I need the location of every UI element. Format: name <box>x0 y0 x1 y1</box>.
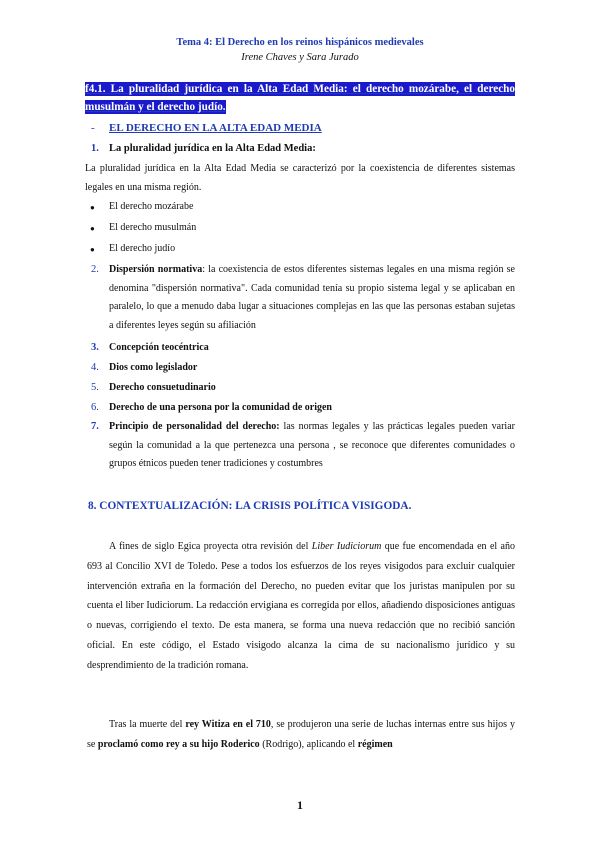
p2-bold-2: proclamó como rey a su hijo Roderico <box>97 738 260 750</box>
p1-text-a: A fines de siglo Egica proyecta otra revisión del <box>109 541 312 552</box>
item-2-text: : la coexistencia de estos diferentes sistemas legales en una misma región se denomina "dispersión normativa". Cada comunidad tenía su propio sistema legal y se aplicaban en paralelo, lo que a menudo daba lugar a situaciones complejas en las que las personas estaban sujetas a diferentes leyes según su afiliación <box>109 264 515 331</box>
p2-text-c: , se produjeron una serie de luchas internas entre sus hijos y se <box>87 719 515 750</box>
item-5-title: Derecho consuetudinario <box>109 382 216 393</box>
subheading: EL DERECHO EN LA ALTA EDAD MEDIA <box>109 122 322 134</box>
item-4-number: 4. <box>91 362 99 373</box>
context-heading: 8. CONTEXTUALIZACIÓN: LA CRISIS POLÍTICA VISIGODA. <box>88 500 412 512</box>
p1-text-b: que fue encomendada en el año 693 al Concilio XVI de Toledo. Pese a todos los esfuerzos de los reyes visigodos para excluir cualquier intervención extraña en la formación del Derecho, no pueden evitar que los juristas manipulen por su cuenta el liber Iudiciorum. La redacción ervigiana es corregida por ellos, añadiendo disposiciones antiguas o nuevas, corrigiendo el texto. De esta manera, se forma una nueva redacción que no recibió sanción oficial. En este código, el Estado visigodo alcanza la cima de su nacionalismo jurídico y su desprendimiento de la tradición romana. <box>87 541 515 671</box>
item-7 <box>109 418 515 474</box>
item-3-number: 3. <box>91 342 99 353</box>
bullet-icon: ● <box>90 203 95 212</box>
bullet-item-2: El derecho musulmán <box>109 222 197 233</box>
p2-bold-3: régimen <box>357 738 393 750</box>
item-2-number: 2. <box>91 264 99 275</box>
bullet-item-1: El derecho mozárabe <box>109 201 194 212</box>
bullet-icon: ● <box>90 224 95 233</box>
section-heading-text: f4.1. La pluralidad jurídica en la Alta Edad Media: el derecho mozárabe, el derecho musulmán y el derecho judío. <box>85 83 515 113</box>
item-2-title: Dispersión normativa <box>109 264 203 275</box>
subheading-dash: - <box>91 122 95 134</box>
item-4-title: Dios como legislador <box>109 362 198 373</box>
item-1-number: 1. <box>91 143 99 154</box>
p2-text-a: Tras la muerte del <box>109 719 186 730</box>
context-paragraph-2 <box>87 715 515 755</box>
item-2 <box>109 261 515 335</box>
item-7-text: las normas legales y las prácticas legales pueden variar según la comunidad a la que pertenezca una persona , se reconoce que diferentes comunidades o grupos étnicos pueden tener tradiciones y costumbres <box>109 421 515 469</box>
item-6-title: Derecho de una persona por la comunidad de origen <box>109 402 332 413</box>
document-authors: Irene Chaves y Sara Jurado <box>241 52 359 63</box>
bullet-item-3: El derecho judío <box>109 243 176 254</box>
intro-paragraph: La pluralidad jurídica en la Alta Edad Media se caracterizó por la coexistencia de diferentes sistemas legales en una misma región. <box>85 163 515 193</box>
item-5-number: 5. <box>91 382 99 393</box>
item-7-number: 7. <box>91 421 99 432</box>
p2-bold-1: rey Witiza en el 710 <box>185 719 271 730</box>
context-paragraph-1 <box>87 537 515 676</box>
item-3-title: Concepción teocéntrica <box>109 342 209 353</box>
document-title: Tema 4: El Derecho en los reinos hispánicos medievales <box>176 37 424 48</box>
bullet-icon: ● <box>90 245 95 254</box>
item-1-title: La pluralidad jurídica en la Alta Edad Media: <box>109 143 316 154</box>
p1-liber-iudiciorum: Liber Iudiciorum <box>311 541 382 552</box>
p2-text-d: (Rodrigo), aplicando el <box>259 738 358 750</box>
page-number: 1 <box>297 798 303 812</box>
section-heading <box>85 80 515 116</box>
item-6-number: 6. <box>91 402 99 413</box>
item-7-title: Principio de personalidad del derecho: <box>109 421 280 432</box>
